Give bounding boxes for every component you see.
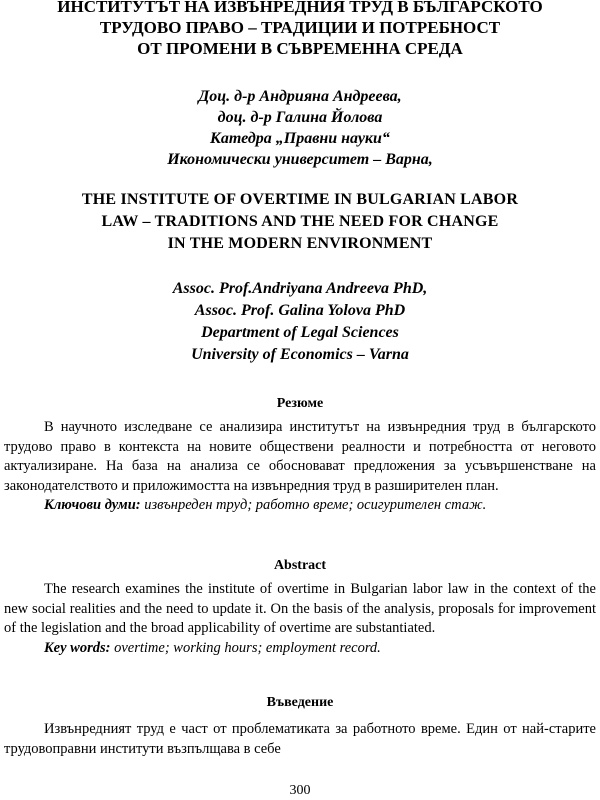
title-bulgarian (0, 0, 600, 59)
abstract-heading: Abstract (273, 558, 327, 573)
department-bg: Катедра „Правни науки“ (210, 130, 390, 147)
title-bg-line-2: ТРУДОВО ПРАВО – ТРАДИЦИИ И ПОТРЕБНОСТ (99, 18, 501, 37)
abstract-keywords (4, 639, 596, 659)
abstract-section (4, 580, 596, 658)
resume-keywords (4, 496, 596, 516)
introduction-body: Извънредният труд е част от проблематиката за работното време. Един от най-старите трудовоправни институти възпълщава в себе (4, 721, 596, 757)
title-english (0, 189, 600, 255)
abstract-body: The research examines the institute of overtime in Bulgarian labor law in the context of the new social realities and the need to update it. On the basis of the analysis, proposals for improvement of the legislation and the broad applicability of overtime are substantiated. (4, 581, 596, 636)
title-bg-line-3: ОТ ПРОМЕНИ В СЪВРЕМЕННА СРЕДА (137, 39, 463, 58)
university-en: University of Economics – Varna (191, 346, 409, 363)
department-en: Department of Legal Sciences (201, 324, 399, 341)
resume-body: В научното изследване се анализира институтът на извънредния труд в българското трудово право в контекста на новите обществени реалности и потребността от неговото актуализиране. На база на анализа се обосновават предложения за усъвършенстване на законодателството и приложимостта на извънредния труд в разширителен план. (4, 419, 596, 494)
university-bg: Икономически университет – Варна, (167, 151, 433, 168)
page-number: 300 (289, 783, 311, 798)
resume-keywords-label: Ключови думи: (44, 497, 141, 513)
introduction-section (4, 720, 596, 759)
resume-keywords-text: извънреден труд; работно време; осигурителен стаж. (140, 497, 487, 513)
title-en-line-1: THE INSTITUTE OF OVERTIME IN BULGARIAN LABOR (81, 191, 519, 208)
authors-english (0, 278, 600, 366)
introduction-heading: Въведение (266, 695, 334, 710)
title-en-line-2: LAW – TRADITIONS AND THE NEED FOR CHANGE (101, 213, 499, 230)
authors-bulgarian (0, 86, 600, 170)
title-bg-line-1: ИНСТИТУТЪТ НА ИЗВЪНРЕДНИЯ ТРУД В БЪЛГАРСКОТО (57, 0, 543, 16)
title-en-line-3: IN THE MODERN ENVIRONMENT (167, 235, 433, 252)
resume-heading: Резюме (276, 396, 324, 411)
author-bg-2: доц. д-р Галина Йолова (217, 109, 383, 126)
author-en-1: Assoc. Prof.Andriyana Andreeva PhD, (172, 280, 428, 297)
abstract-keywords-label: Key words: (44, 639, 111, 656)
resume-section (4, 418, 596, 516)
abstract-keywords-text: overtime; working hours; employment record. (110, 639, 381, 656)
author-bg-1: Доц. д-р Андрияна Андреева, (198, 88, 402, 105)
author-en-2: Assoc. Prof. Galina Yolova PhD (194, 302, 406, 319)
